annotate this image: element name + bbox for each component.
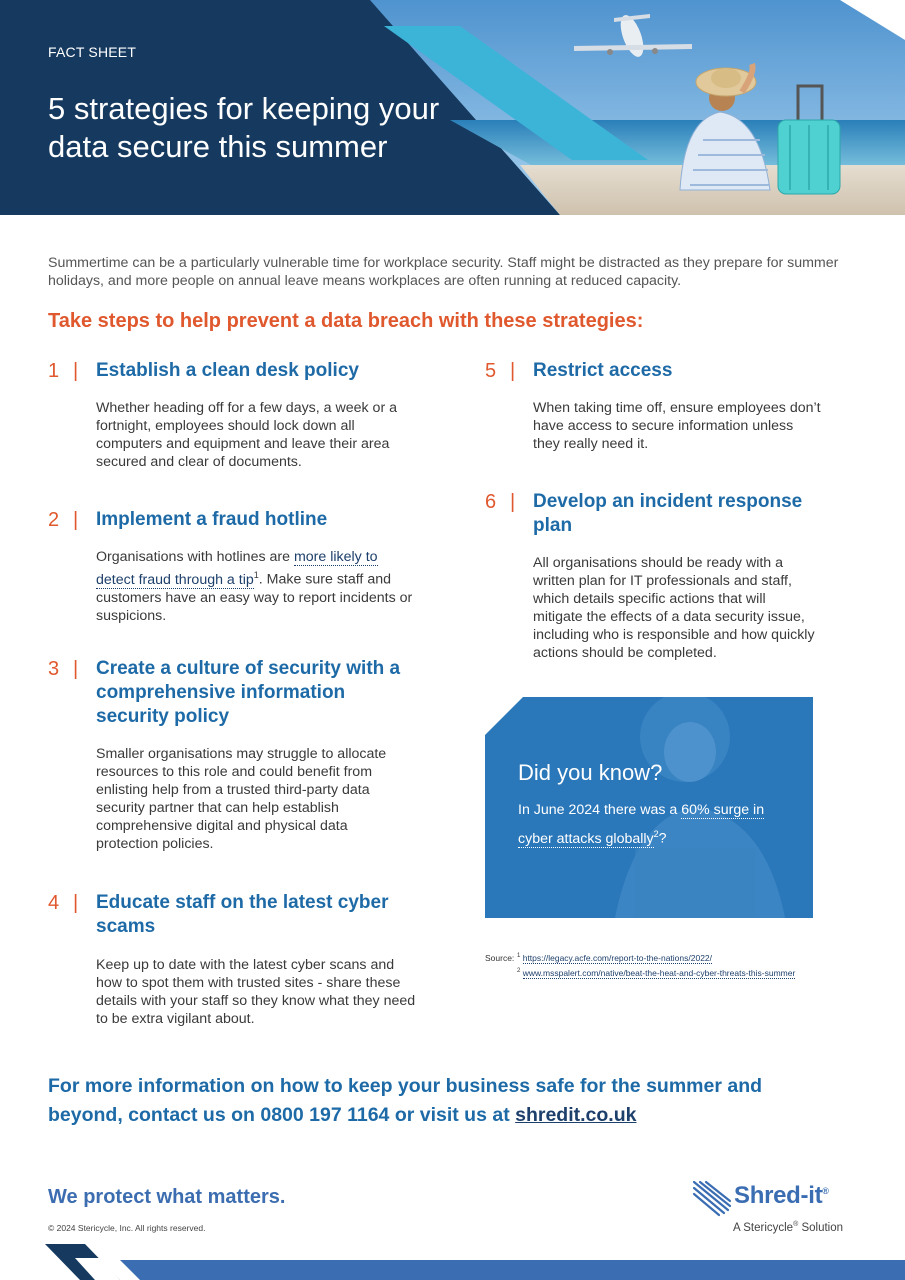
copyright: © 2024 Stericycle, Inc. All rights reserved. bbox=[48, 1223, 206, 1233]
cyber-attack-stat-link[interactable]: 60% surge in cyber attacks globally bbox=[518, 802, 765, 847]
separator: | bbox=[510, 360, 516, 382]
header-banner bbox=[0, 0, 905, 215]
strategy-body: All organisations should be ready with a written plan for IT professionals and staff, which details specific actions that will mitigate the effects of a data security issue, including who is responsible and how quickly actions should be completed. bbox=[533, 555, 815, 661]
strategy-number: 2 bbox=[48, 509, 60, 531]
strategy-5 bbox=[485, 359, 855, 459]
logo-name: Shred-it bbox=[734, 1182, 823, 1209]
cta-text: For more information on how to keep your business safe for the summer and beyond, contact us on 0800 197 1164 or visit us at bbox=[48, 1075, 763, 1126]
strategy-4 bbox=[48, 891, 418, 1031]
source-link-1[interactable]: https://legacy.acfe.com/report-to-the-nations/2022/ bbox=[522, 952, 713, 963]
strategy-6 bbox=[485, 490, 855, 670]
registered-mark: ® bbox=[793, 1221, 799, 1228]
shredit-logo bbox=[692, 1176, 862, 1236]
strategy-body: Keep up to date with the latest cyber scans and how to spot them with trusted sites - share these details with your staff so they know what they need to be extra vigilant about. bbox=[96, 957, 416, 1027]
strategy-number: 3 bbox=[48, 658, 60, 680]
strategy-body: Smaller organisations may struggle to allocate resources to this role and could benefit from enlisting help from a trusted third-party data security partner that can help establish comprehensive digital and physical data protection policies. bbox=[96, 746, 387, 852]
website-link[interactable]: shredit.co.uk bbox=[515, 1104, 637, 1126]
strategy-3 bbox=[48, 657, 418, 857]
strategy-title: Develop an incident response plan bbox=[533, 491, 803, 536]
logo-sub-text: A Stericycle bbox=[733, 1221, 794, 1234]
registered-mark: ® bbox=[822, 1186, 829, 1196]
footnote-ref: 2 bbox=[653, 829, 659, 839]
strategy-number: 4 bbox=[48, 892, 60, 914]
stat-text: In June 2024 there was a bbox=[518, 802, 682, 818]
sources-label: Source: bbox=[485, 952, 515, 963]
contact-cta bbox=[48, 1072, 768, 1130]
strategy-number: 5 bbox=[485, 360, 497, 382]
footnote-number: 1 bbox=[517, 953, 521, 959]
shredit-logo-icon bbox=[692, 1178, 732, 1218]
separator: | bbox=[73, 658, 79, 680]
separator: | bbox=[510, 491, 516, 513]
logo-sub-text: Solution bbox=[798, 1221, 844, 1234]
source-item bbox=[485, 965, 795, 980]
footnote-ref: 1 bbox=[253, 570, 259, 580]
separator: | bbox=[73, 892, 79, 914]
separator: | bbox=[73, 509, 79, 531]
intro-paragraph: Summertime can be a particularly vulnerable time for workplace security. Staff might be distracted as they prepare for summer holidays, and more people on annual leave means workplaces are often running at reduced capacity. bbox=[48, 255, 839, 289]
logo-wordmark bbox=[734, 1182, 829, 1210]
footnote-number: 2 bbox=[517, 967, 521, 974]
strategy-title: Implement a fraud hotline bbox=[96, 509, 328, 530]
fact-sheet-label: FACT SHEET bbox=[48, 44, 137, 60]
strategy-body bbox=[96, 548, 416, 625]
source-link-2[interactable]: www.msspalert.com/native/beat-the-heat-and-cyber-threats-this-summer bbox=[522, 967, 796, 978]
strategy-title: Create a culture of security with a comprehensive information security policy bbox=[96, 658, 401, 727]
strategy-title: Educate staff on the latest cyber scams bbox=[96, 892, 389, 937]
fraud-tip-link[interactable]: more likely to detect fraud through a tip bbox=[96, 549, 378, 588]
body-text: . Make sure staff and customers have an easy way to report incidents or suspicions. bbox=[96, 571, 413, 624]
strategies-subheading: Take steps to help prevent a data breach with these strategies: bbox=[48, 310, 644, 332]
did-you-know-text bbox=[518, 798, 788, 851]
sources bbox=[485, 950, 795, 980]
strategy-body: Whether heading off for a few days, a week or a fortnight, employees should lock down all computers and equipment and leave their area secured and clear of documents. bbox=[96, 400, 397, 470]
body-text: Organisations with hotlines are bbox=[96, 549, 294, 565]
strategy-number: 1 bbox=[48, 360, 60, 382]
strategy-number: 6 bbox=[485, 491, 497, 513]
strategy-title: Restrict access bbox=[533, 360, 673, 381]
did-you-know-title: Did you know? bbox=[518, 760, 663, 785]
logo-subtitle bbox=[733, 1221, 843, 1234]
page-title: 5 strategies for keeping your data secure this summer bbox=[48, 91, 440, 164]
footer-band bbox=[0, 1244, 905, 1280]
source-item bbox=[485, 950, 795, 965]
tagline: We protect what matters. bbox=[48, 1186, 286, 1208]
did-you-know-panel bbox=[485, 697, 813, 918]
strategy-1 bbox=[48, 359, 418, 479]
strategy-title: Establish a clean desk policy bbox=[96, 360, 359, 381]
strategy-body: When taking time off, ensure employees don’t have access to secure information unless they really need it. bbox=[533, 400, 821, 452]
separator: | bbox=[73, 360, 79, 382]
strategy-2 bbox=[48, 508, 418, 628]
stat-text: ? bbox=[658, 830, 667, 847]
